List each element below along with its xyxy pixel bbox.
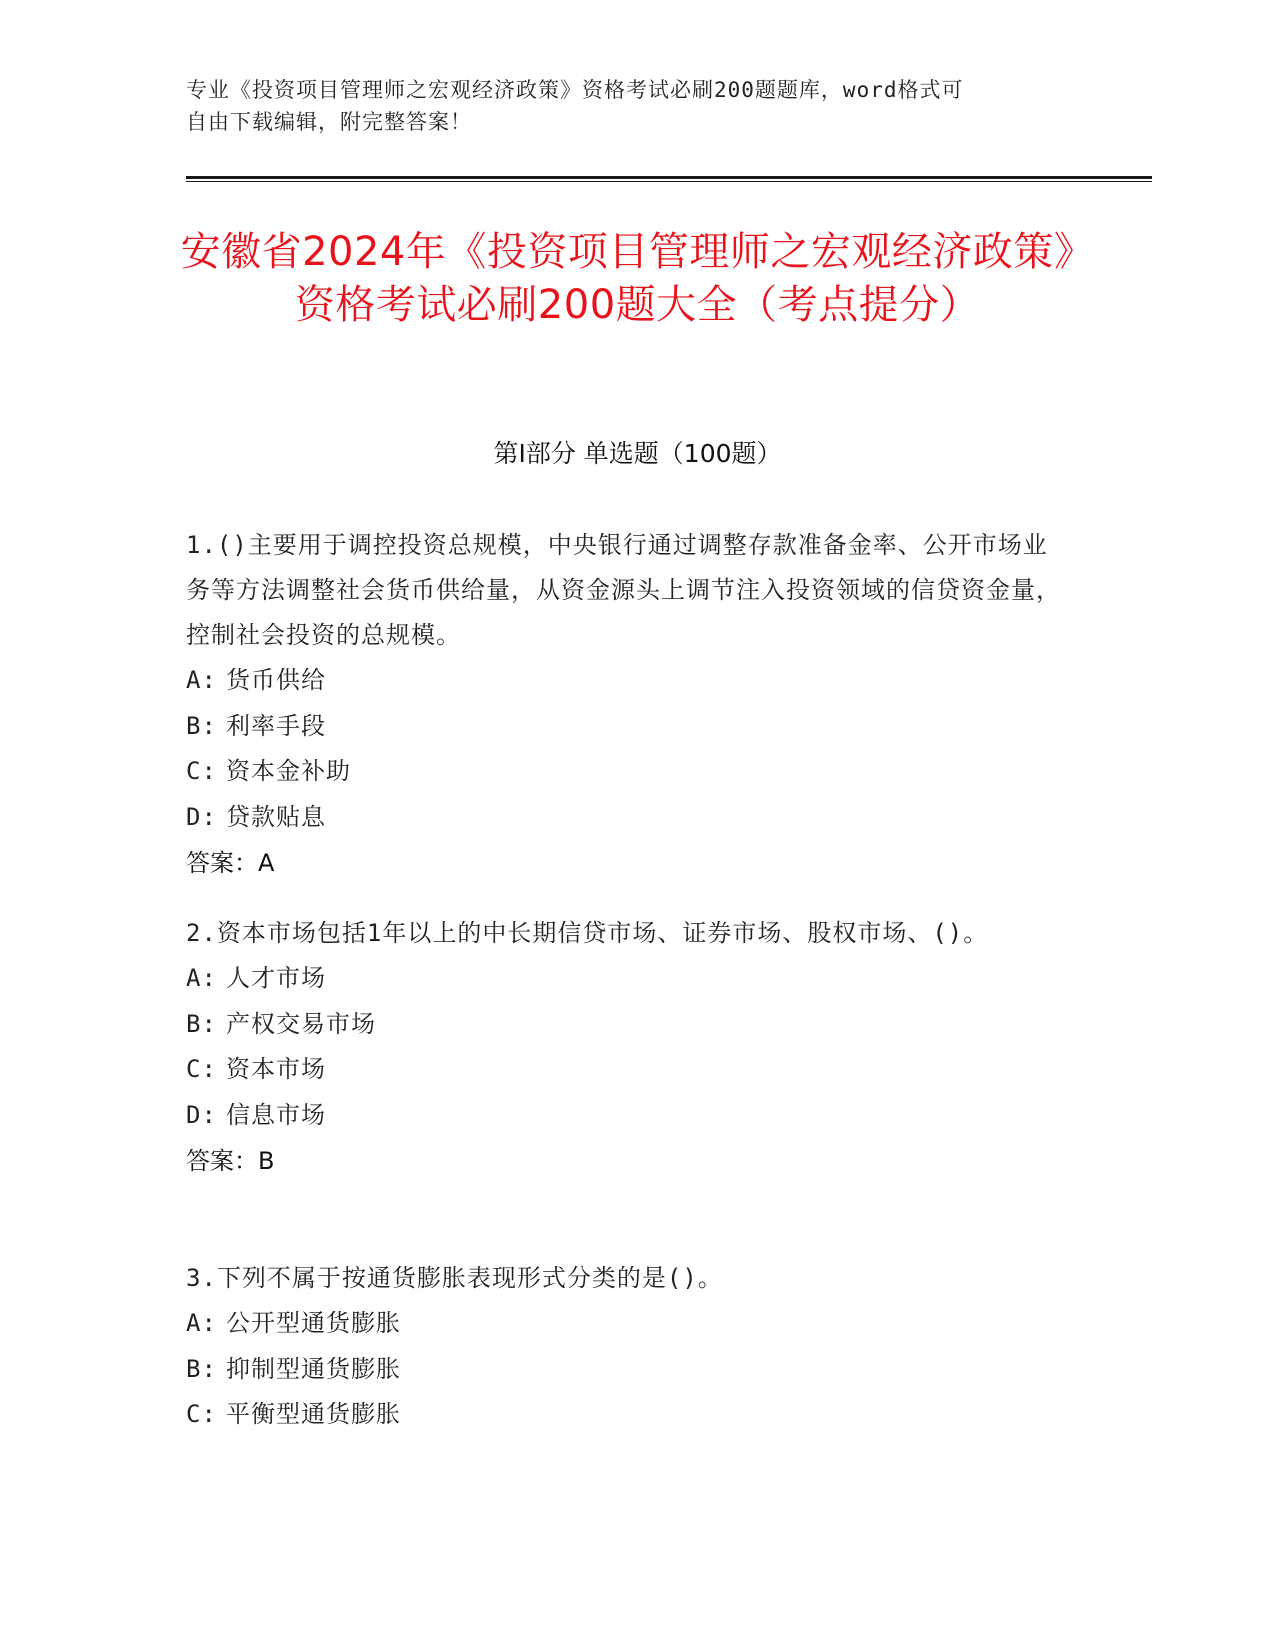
question-option <box>186 1093 1066 1139</box>
option-letter: D: <box>186 802 217 831</box>
option-text: 抑制型通货膨胀 <box>226 1354 401 1383</box>
section-title: 第I部分 单选题（100题） <box>493 439 782 468</box>
question-option <box>186 1002 1066 1048</box>
option-letter: B: <box>186 711 217 740</box>
header-note-line: 自由下载编辑，附完整答案！ <box>186 110 472 134</box>
question-option <box>186 749 1066 795</box>
option-text: 资本金补助 <box>226 757 351 785</box>
option-letter: B: <box>186 1354 217 1383</box>
option-letter: B: <box>186 1009 217 1038</box>
option-text: 信息市场 <box>226 1100 326 1129</box>
question-stem: 2.资本市场包括1年以上的中长期信贷市场、证券市场、股权市场、()。 <box>186 919 989 947</box>
option-text: 利率手段 <box>226 711 326 740</box>
question-stem: 1.()主要用于调控投资总规模，中央银行通过调整存款准备金率、公开市场业务等方法调整社会货币供给量，从资金源头上调节注入投资领域的信贷资金量，控制社会投资的总规模。 <box>186 531 1061 649</box>
option-letter: A: <box>186 964 217 992</box>
option-letter: C: <box>186 1400 217 1428</box>
option-text: 平衡型通货膨胀 <box>226 1400 401 1428</box>
answer-line: 答案：A <box>186 849 275 877</box>
answer-line: 答案：B <box>186 1147 275 1175</box>
question-item <box>186 523 1066 886</box>
option-text: 产权交易市场 <box>226 1009 376 1038</box>
option-letter: D: <box>186 1100 217 1129</box>
option-letter: A: <box>186 1309 217 1337</box>
document-title: 安徽省2024年《投资项目管理师之宏观经济政策》资格考试必刷200题大全（考点提分） <box>180 229 1095 328</box>
question-option <box>186 1301 1066 1347</box>
header-divider <box>186 176 1152 179</box>
question-option <box>186 1047 1066 1093</box>
option-text: 公开型通货膨胀 <box>226 1309 401 1337</box>
question-option <box>186 658 1066 704</box>
option-letter: C: <box>186 757 217 785</box>
option-text: 货币供给 <box>226 666 326 694</box>
question-option <box>186 795 1066 841</box>
header-note <box>186 74 1066 138</box>
question-option <box>186 956 1066 1002</box>
question-item <box>186 911 1066 1184</box>
question-option <box>186 1392 1066 1438</box>
option-text: 人才市场 <box>226 964 326 992</box>
option-letter: C: <box>186 1055 217 1083</box>
option-letter: A: <box>186 666 217 694</box>
option-text: 贷款贴息 <box>226 802 326 831</box>
header-divider-thin <box>186 181 1152 182</box>
question-item <box>186 1256 1066 1438</box>
question-stem: 3.下列不属于按通货膨胀表现形式分类的是()。 <box>186 1264 723 1292</box>
question-option <box>186 704 1066 750</box>
question-option <box>186 1347 1066 1393</box>
header-note-line: 专业《投资项目管理师之宏观经济政策》资格考试必刷200题题库，word格式可 <box>186 78 964 102</box>
option-text: 资本市场 <box>226 1055 326 1083</box>
